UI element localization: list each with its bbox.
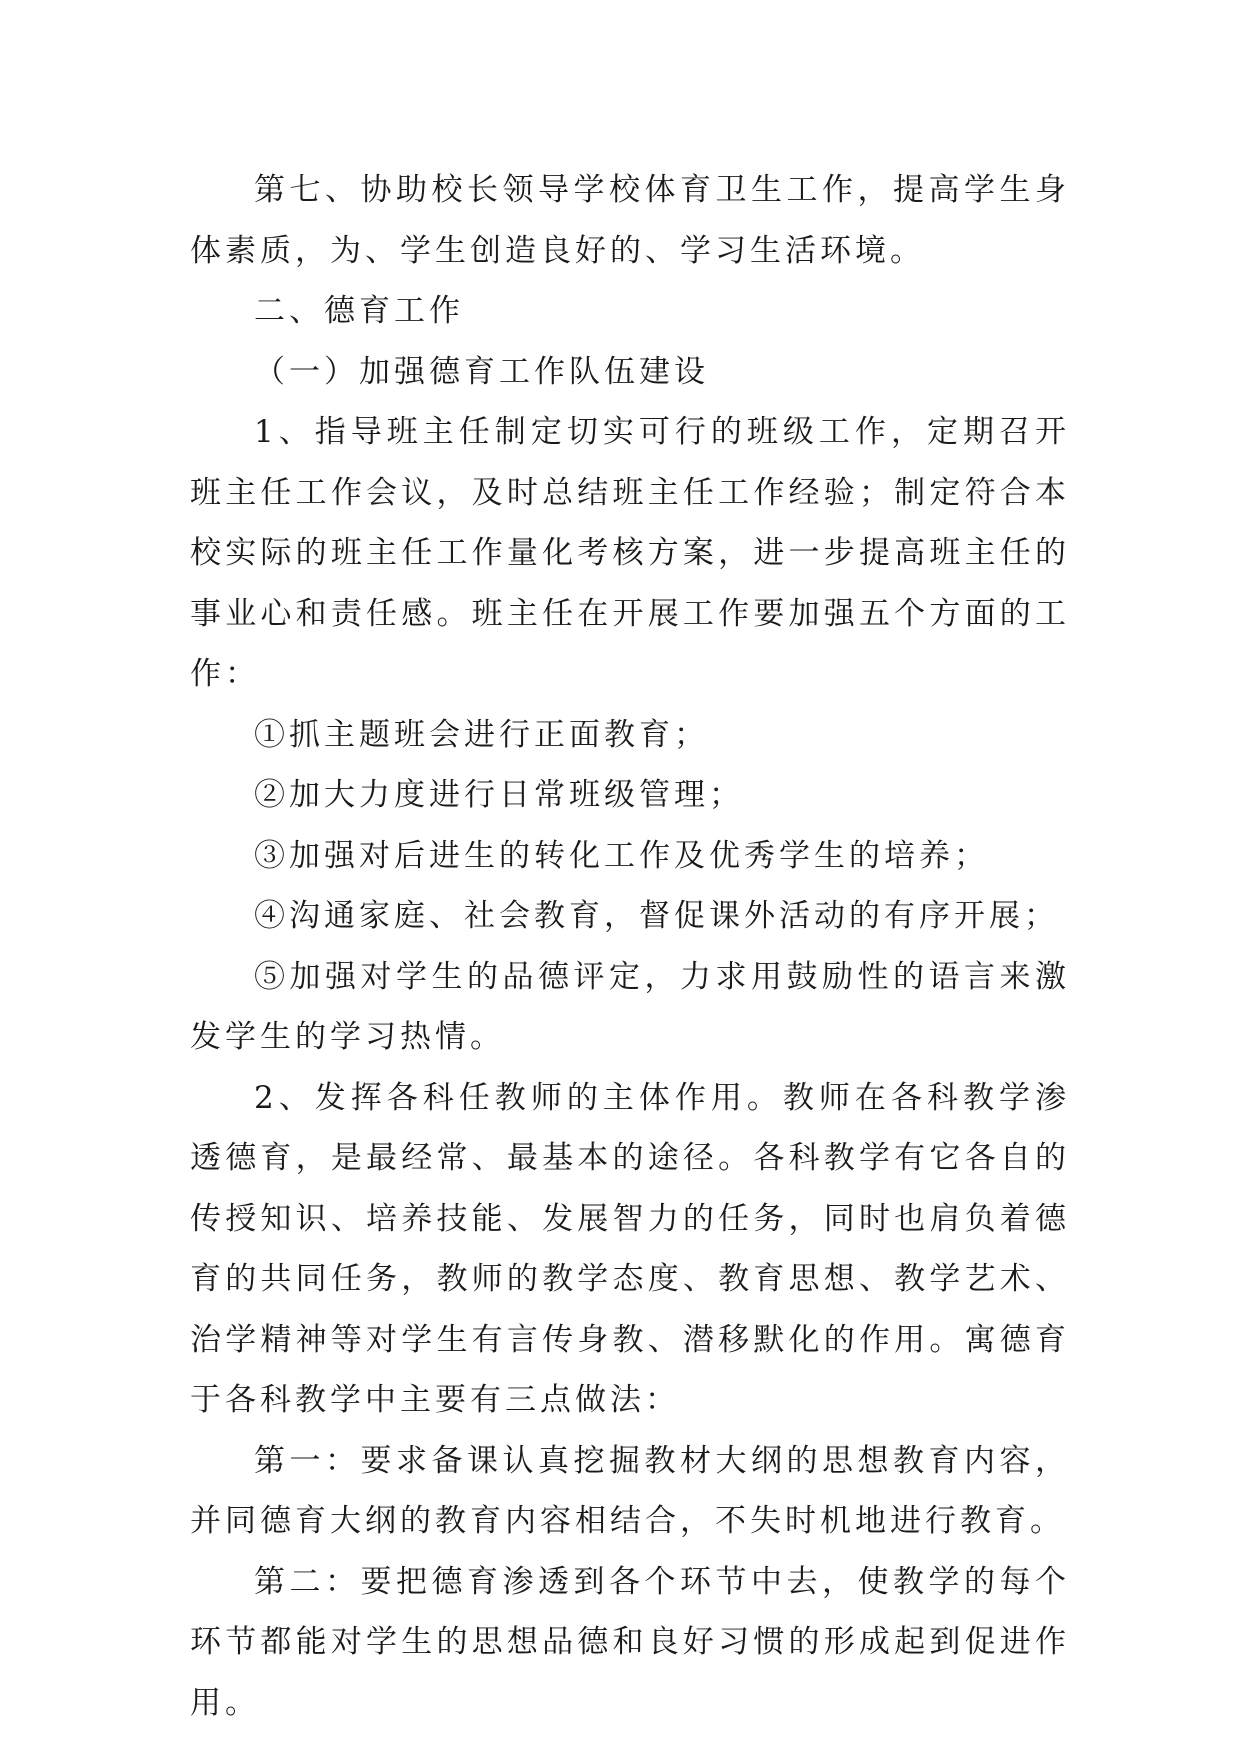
list-item-daily-management: ②加大力度进行日常班级管理； bbox=[254, 777, 744, 813]
subsection-heading-team-building: （一）加强德育工作队伍建设 bbox=[254, 353, 709, 390]
list-item-family-society: ④沟通家庭、社会教育，督促课外活动的有序开展； bbox=[254, 898, 1059, 934]
list-item-theme-class-meeting: ①抓主题班会进行正面教育； bbox=[254, 716, 709, 753]
paragraph-method-second: 第二：要把德育渗透到各个环节中去，使教学的每个环节都能对学生的思想品德和良好习惯的形成起到促进作用。 bbox=[190, 1563, 1070, 1721]
paragraph-subject-teachers-role: 2、发挥各科任教师的主体作用。教师在各科教学渗透德育，是最经常、最基本的途径。各科教学有它各自的传授知识、培养技能、发展智力的任务，同时也肩负着德育的共同任务，教师的教学态度、教育思想、教学艺术、治学精神等对学生有言传身教、潜移默化的作用。寓德育于各科教学中主要有三点做法： bbox=[190, 1079, 1070, 1418]
paragraph-method-first: 第一：要求备课认真挖掘教材大纲的思想教育内容，并同德育大纲的教育内容相结合，不失时机地进行教育。 bbox=[190, 1442, 1070, 1539]
paragraph-class-teacher-guidance: 1、指导班主任制定切实可行的班级工作，定期召开班主任工作会议，及时总结班主任工作经验；制定符合本校实际的班主任工作量化考核方案，进一步提高班主任的事业心和责任感。班主任在开展工作要加强五个方面的工作： bbox=[190, 414, 1070, 692]
list-item-moral-evaluation: ⑤加强对学生的品德评定，力求用鼓励性的语言来激发学生的学习热情。 bbox=[190, 958, 1070, 1055]
paragraph-item-7-pe-health: 第七、协助校长领导学校体育卫生工作，提高学生身体素质，为、学生创造良好的、学习生活环境。 bbox=[190, 172, 1070, 269]
list-item-student-transformation: ③加强对后进生的转化工作及优秀学生的培养； bbox=[254, 837, 989, 874]
section-heading-moral-education: 二、德育工作 bbox=[254, 293, 464, 329]
document-body bbox=[190, 160, 1070, 1733]
